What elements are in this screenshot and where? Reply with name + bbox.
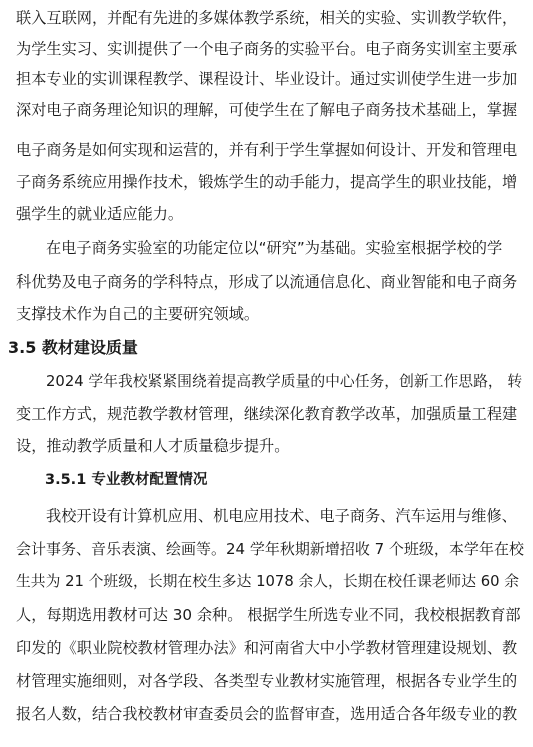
paragraph-line: 人，每期选用教材可达 30 余种。 根据学生所选专业不同，我校根据教育部 — [16, 606, 521, 624]
paragraph-line: 强学生的就业适应能力。 — [16, 205, 184, 223]
paragraph-line: 在电子商务实验室的功能定位以“研究”为基础。实验室根据学校的学 — [46, 239, 503, 257]
paragraph-line: 深对电子商务理论知识的理解，可使学生在了解电子商务技术基础上，掌握 — [16, 101, 518, 119]
paragraph-line: 我校开设有计算机应用、机电应用技术、电子商务、汽车运用与维修、 — [46, 507, 517, 525]
paragraph-line: 子商务系统应用操作技术，锻炼学生的动手能力，提高学生的职业技能，增 — [16, 173, 518, 191]
paragraph-line: 支撑技术作为自己的主要研究领域。 — [16, 305, 259, 323]
paragraph-line: 变工作方式，规范教学教材管理，继续深化教育教学改革，加强质量工程建 — [16, 405, 518, 423]
paragraph-line: 会计事务、音乐表演、绘画等。24 学年秋期新增招收 7 个班级，本学年在校 — [16, 540, 524, 558]
paragraph-line: 联入互联网，并配有先进的多媒体教学系统，相关的实验、实训教学软件， — [16, 9, 518, 27]
paragraph-line: 报名人数，结合我校教材审查委员会的监督审查，选用适合各年级专业的教 — [16, 705, 518, 723]
paragraph-line: 材管理实施细则，对各学段、各类型专业教材实施管理，根据各专业学生的 — [16, 672, 518, 690]
paragraph-line: 生共为 21 个班级，长期在校生多达 1078 余人，长期在校任课老师达 60 余 — [16, 573, 520, 590]
paragraph-line: 印发的《职业院校教材管理办法》和河南省大中小学教材管理建设规划、教 — [16, 639, 518, 657]
paragraph-line: 设，推动教学质量和人才质量稳步提升。 — [16, 437, 290, 455]
paragraph-line: 2024 学年我校紧紧围绕着提高教学质量的中心任务，创新工作思路， 转 — [46, 373, 523, 390]
subsection-heading: 3.5.1 专业教材配置情况 — [45, 472, 208, 488]
paragraph-line: 担本专业的实训课程教学、课程设计、毕业设计。通过实训使学生进一步加 — [16, 70, 518, 88]
paragraph-line: 电子商务是如何实现和运营的，并有利于学生掌握如何设计、开发和管理电 — [16, 141, 518, 159]
section-heading: 3.5 教材建设质量 — [8, 338, 138, 357]
paragraph-line: 为学生实习、实训提供了一个电子商务的实验平台。电子商务实训室主要承 — [16, 40, 518, 58]
paragraph-line: 科优势及电子商务的学科特点，形成了以流通信息化、商业智能和电子商务 — [16, 273, 518, 291]
